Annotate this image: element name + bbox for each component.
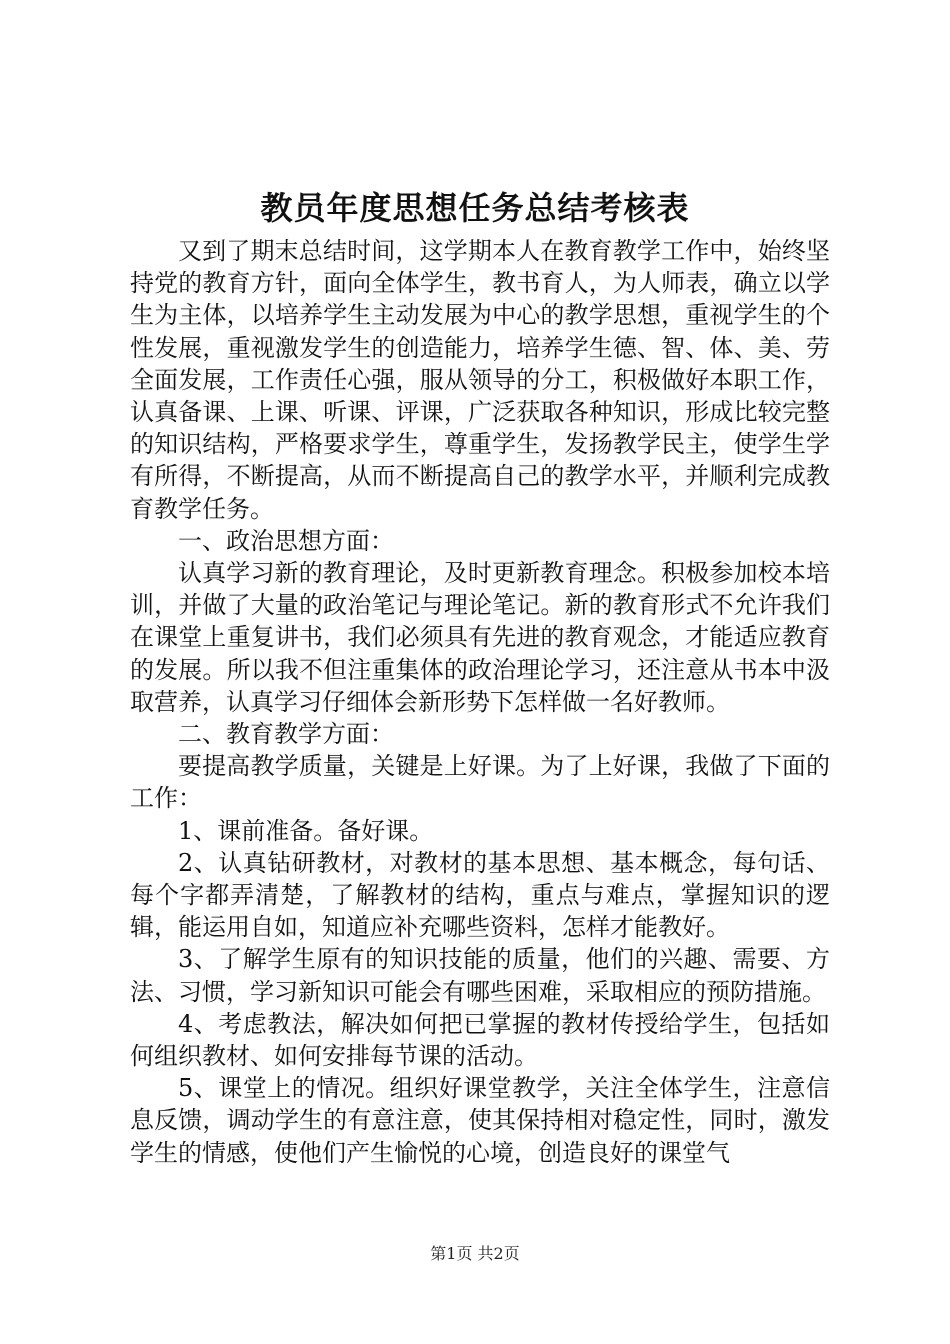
list-item-3: 3、了解学生原有的知识技能的质量，他们的兴趣、需要、方法、习惯，学习新知识可能会有哪些困难，采取相应的预防措施。 xyxy=(130,945,830,1006)
list-item-5: 5、课堂上的情况。组织好课堂教学，关注全体学生，注意信息反馈，调动学生的有意注意，使其保持相对稳定性，同时，激发学生的情感，使他们产生愉悦的心境，创造良好的课堂气 xyxy=(130,1074,830,1167)
list-item-1: 1、课前准备。备好课。 xyxy=(178,816,434,845)
page-total: 共2页 xyxy=(477,1244,520,1263)
intro-paragraph: 又到了期末总结时间，这学期本人在教育教学工作中，始终坚持党的教育方针，面向全体学生，教书育人，为人师表，确立以学生为主体，以培养学生主动发展为中心的教学思想，重视学生的个性发展，重视激发学生的创造能力，培养学生德、智、体、美、劳全面发展，工作责任心强，服从领导的分工，积极做好本职工作，认真备课、上课、听课、评课，广泛获取各种知识，形成比较完整的知识结构，严格要求学生，尊重学生，发扬教学民主，使学生学有所得，不断提高，从而不断提高自己的教学水平，并顺利完成教育教学任务。 xyxy=(130,237,830,523)
list-item-4: 4、考虑教法，解决如何把已掌握的教材传授给学生，包括如何组织教材、如何安排每节课的活动。 xyxy=(130,1009,830,1071)
teaching-intro-paragraph: 要提高教学质量，关键是上好课。为了上好课，我做了下面的工作： xyxy=(130,752,830,813)
document-body xyxy=(130,235,830,1169)
political-paragraph: 认真学习新的教育理论，及时更新教育理念。积极参加校本培训，并做了大量的政治笔记与理论笔记。新的教育形式不允许我们在课堂上重复讲书，我们必须具有先进的教育观念，才能适应教育的发展。所以我不但注重集体的政治理论学习，还注意从书本中汲取营养，认真学习仔细体会新形势下怎样做一名好教师。 xyxy=(130,559,830,716)
section-heading-political: 一、政治思想方面： xyxy=(178,526,394,555)
list-item-2: 2、认真钻研教材，对教材的基本思想、基本概念，每句话、每个字都弄清楚，了解教材的结构，重点与难点，掌握知识的逻辑，能运用自如，知道应补充哪些资料，怎样才能教好。 xyxy=(130,848,830,942)
page-number: 第1页 xyxy=(430,1244,473,1263)
document-title: 教员年度思想任务总结考核表 xyxy=(260,189,690,227)
section-heading-teaching: 二、教育教学方面： xyxy=(178,720,394,749)
page-footer xyxy=(0,1243,950,1265)
